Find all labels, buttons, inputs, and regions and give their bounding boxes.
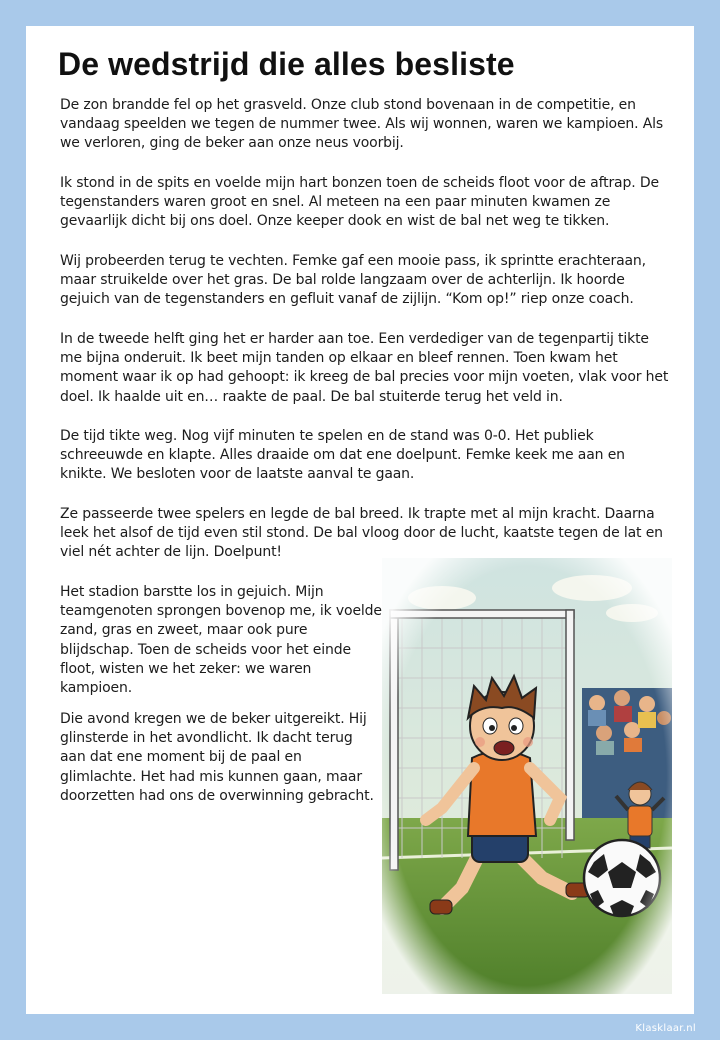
page-title: De wedstrijd die alles besliste (58, 46, 515, 82)
story-paragraph-6: Ze passeerde twee spelers en legde de bal breed. Ik trapte met al mijn kracht. Daarna leek het alsof de tijd even stil stond. De bal vloog door de lucht, kaatste tegen de lat en viel nét achter de lijn. Doelpunt! (60, 506, 663, 561)
worksheet-page (26, 26, 694, 1014)
story-paragraph-3: Wij probeerden terug te vechten. Femke gaf een mooie pass, ik sprintte erachteraan, maar struikelde over het gras. De bal rolde langzaam over de achterlijn. Ik hoorde gejuich van de tegenstanders en gefluit vanaf de zijlijn. “Kom op!” riep onze coach. (60, 253, 646, 308)
story-paragraph-2: Ik stond in de spits en voelde mijn hart bonzen toen de scheids floot voor de aftrap. De tegenstanders waren groot en snel. Al meteen na een paar minuten kwamen ze gevaarlijk dicht bij ons doel. Onze keeper dook en wist de bal net weg te tikken. (60, 175, 659, 230)
soccer-illustration (382, 558, 672, 994)
footer-credit: Klasklaar.nl (635, 1023, 696, 1034)
story-paragraph-1: De zon brandde fel op het grasveld. Onze club stond bovenaan in de competitie, en vandaag speelden we tegen de nummer twee. Als wij wonnen, waren we kampioen. Als we verloren, ging de beker aan onze neus voorbij. (60, 97, 664, 152)
story-paragraph-4: In de tweede helft ging het er harder aan toe. Een verdediger van de tegenpartij tikte me bijna onderuit. Ik beet mijn tanden op elkaar en bleef rennen. Toen kwam het moment waar ik op had gehoopt: ik kreeg de bal precies voor mijn voeten, vlak voor het doel. Ik haalde uit en… raakte de paal. De bal stuiterde terug het veld in. (60, 331, 669, 405)
story-paragraph-8: Die avond kregen we de beker uitgereikt. Hij glinsterde in het avondlicht. Ik dacht terug aan dat ene moment bij de paal en glimlachte. Het had mis kunnen gaan, maar doorzetten had ons de overwinning gebracht. (60, 711, 374, 804)
story-paragraph-5: De tijd tikte weg. Nog vijf minuten te spelen en de stand was 0-0. Het publiek schreeuwde en klapte. Alles draaide om dat ene doelpunt. Femke keek me aan en knikte. We besloten voor de laatste aanval te gaan. (60, 428, 625, 483)
story-paragraph-7: Het stadion barstte los in gejuich. Mijn teamgenoten sprongen bovenop me, ik voelde zand, gras en zweet, maar ook pure blijdschap. Toen de scheids voor het einde floot, wisten we het zeker: we waren kampioen. (60, 584, 382, 697)
